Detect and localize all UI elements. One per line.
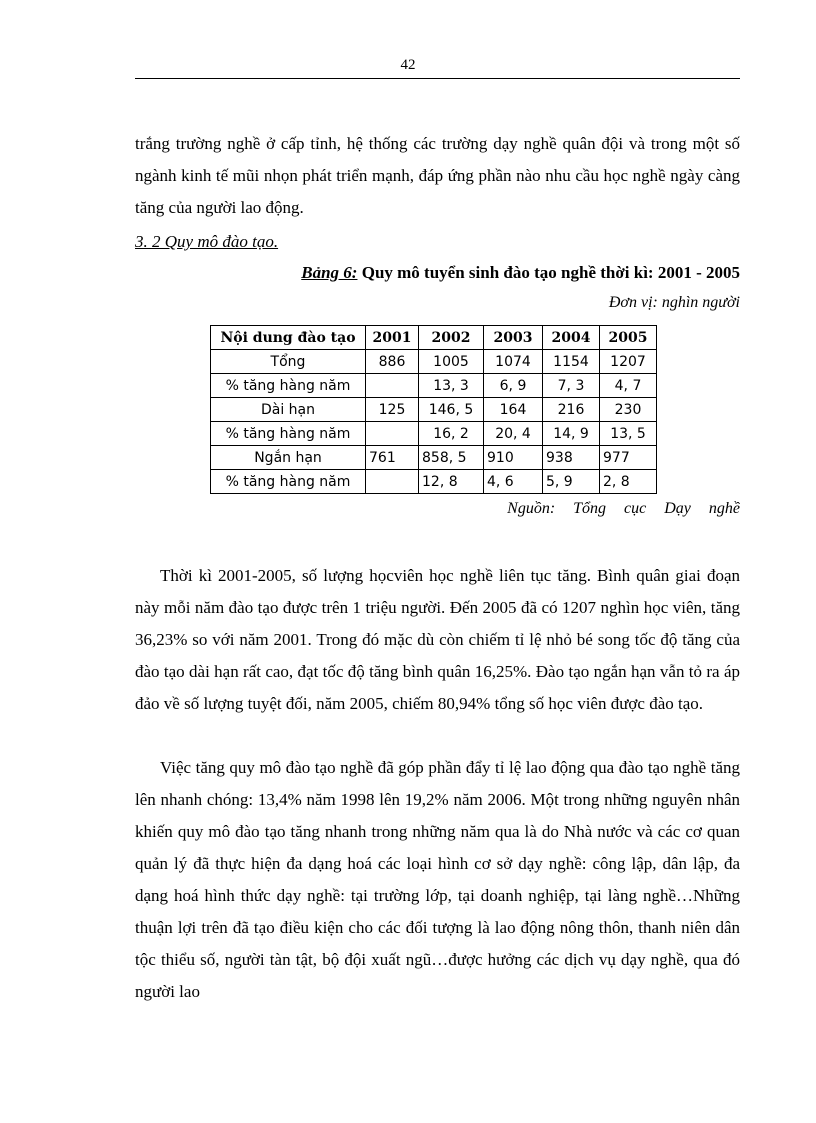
table-row bbox=[211, 350, 657, 374]
table-cell: 14, 9 bbox=[543, 422, 600, 446]
table-cell bbox=[366, 470, 419, 494]
table-cell: 1005 bbox=[419, 350, 484, 374]
table-row bbox=[211, 398, 657, 422]
table-cell: Dài hạn bbox=[211, 398, 366, 422]
header-cell: Nội dung đào tạo bbox=[211, 326, 366, 350]
table-cell: 858, 5 bbox=[419, 446, 484, 470]
table-cell: 977 bbox=[600, 446, 657, 470]
table-cell: % tăng hàng năm bbox=[211, 374, 366, 398]
page-number: 42 bbox=[400, 57, 416, 73]
paragraph-2: Thời kì 2001-2005, số lượng họcviên học nghề liên tục tăng. Bình quân giai đoạn này mỗi năm đào tạo được trên 1 triệu người. Đến 2005 đã có 1207 nghìn học viên, tăng 36,23% so với năm 2001. Trong đó mặc dù còn chiếm tỉ lệ nhỏ bé song tốc độ tăng của đào tạo dài hạn rất cao, đạt tốc độ tăng bình quân 16,25%. Đào tạo ngắn hạn vẫn tỏ ra áp đảo về số lượng tuyệt đối, năm 2005, chiếm 80,94% tổng số học viên được đào tạo. bbox=[135, 566, 740, 713]
table-cell: 1074 bbox=[484, 350, 543, 374]
source-note: Nguồn: Tổng cục Dạy nghề bbox=[507, 500, 740, 517]
table-cell: 4, 6 bbox=[484, 470, 543, 494]
table-cell: 230 bbox=[600, 398, 657, 422]
table-cell: 13, 5 bbox=[600, 422, 657, 446]
table-cell: 13, 3 bbox=[419, 374, 484, 398]
table-cell: 7, 3 bbox=[543, 374, 600, 398]
table-row bbox=[211, 446, 657, 470]
table-row bbox=[211, 470, 657, 494]
header-cell: 2002 bbox=[419, 326, 484, 350]
table-cell: Tổng bbox=[211, 350, 366, 374]
table-cell: 12, 8 bbox=[419, 470, 484, 494]
table-cell: 164 bbox=[484, 398, 543, 422]
table-cell: 761 bbox=[366, 446, 419, 470]
table-cell: 1154 bbox=[543, 350, 600, 374]
table-caption-label: Bảng 6: bbox=[301, 263, 358, 282]
table-cell: 125 bbox=[366, 398, 419, 422]
header-cell: 2005 bbox=[600, 326, 657, 350]
table-header-row bbox=[211, 326, 657, 350]
table-cell: 938 bbox=[543, 446, 600, 470]
table-cell: 886 bbox=[366, 350, 419, 374]
section-heading: 3. 2 Quy mô đào tạo. bbox=[135, 232, 279, 251]
header-rule bbox=[135, 78, 740, 79]
table-row bbox=[211, 374, 657, 398]
table-cell: 146, 5 bbox=[419, 398, 484, 422]
table-cell: 4, 7 bbox=[600, 374, 657, 398]
table-cell: 910 bbox=[484, 446, 543, 470]
table-cell: % tăng hàng năm bbox=[211, 422, 366, 446]
paragraph-3: Việc tăng quy mô đào tạo nghề đã góp phần đẩy tỉ lệ lao động qua đào tạo nghề tăng lên nhanh chóng: 13,4% năm 1998 lên 19,2% năm 2006. Một trong những nguyên nhân khiến quy mô đào tạo tăng nhanh trong những năm qua là do Nhà nước và các cơ quan quản lý đã thực hiện đa dạng hoá các loại hình cơ sở dạy nghề: công lập, dân lập, đa dạng hoá hình thức dạy nghề: tại trường lớp, tại doanh nghiệp, tại làng nghề…Những thuận lợi trên đã tạo điều kiện cho các đối tượng là lao động nông thôn, thanh niên dân tộc thiểu số, người tàn tật, bộ đội xuất ngũ…được hưởng các dịch vụ dạy nghề, qua đó người lao bbox=[135, 758, 740, 1001]
header-cell: 2004 bbox=[543, 326, 600, 350]
table-cell bbox=[366, 422, 419, 446]
table-cell: 2, 8 bbox=[600, 470, 657, 494]
enrollment-table bbox=[210, 325, 657, 494]
table-cell: 6, 9 bbox=[484, 374, 543, 398]
table-cell: 216 bbox=[543, 398, 600, 422]
table-row bbox=[211, 422, 657, 446]
table-cell: Ngắn hạn bbox=[211, 446, 366, 470]
table-cell: 16, 2 bbox=[419, 422, 484, 446]
table-cell: % tăng hàng năm bbox=[211, 470, 366, 494]
unit-note: Đơn vị: nghìn người bbox=[608, 294, 740, 311]
table-caption-title: Quy mô tuyển sinh đào tạo nghề thời kì: 2001 - 2005 bbox=[361, 263, 740, 282]
header-cell: 2003 bbox=[484, 326, 543, 350]
header-cell: 2001 bbox=[366, 326, 419, 350]
paragraph-top: trắng trường nghề ở cấp tỉnh, hệ thống các trường dạy nghề quân đội và trong một số ngành kinh tế mũi nhọn phát triển mạnh, đáp ứng phần nào nhu cầu học nghề ngày càng tăng của người lao động. bbox=[135, 134, 740, 217]
table-cell: 5, 9 bbox=[543, 470, 600, 494]
table-cell: 1207 bbox=[600, 350, 657, 374]
table-caption bbox=[135, 262, 740, 284]
table-cell: 20, 4 bbox=[484, 422, 543, 446]
table-cell bbox=[366, 374, 419, 398]
